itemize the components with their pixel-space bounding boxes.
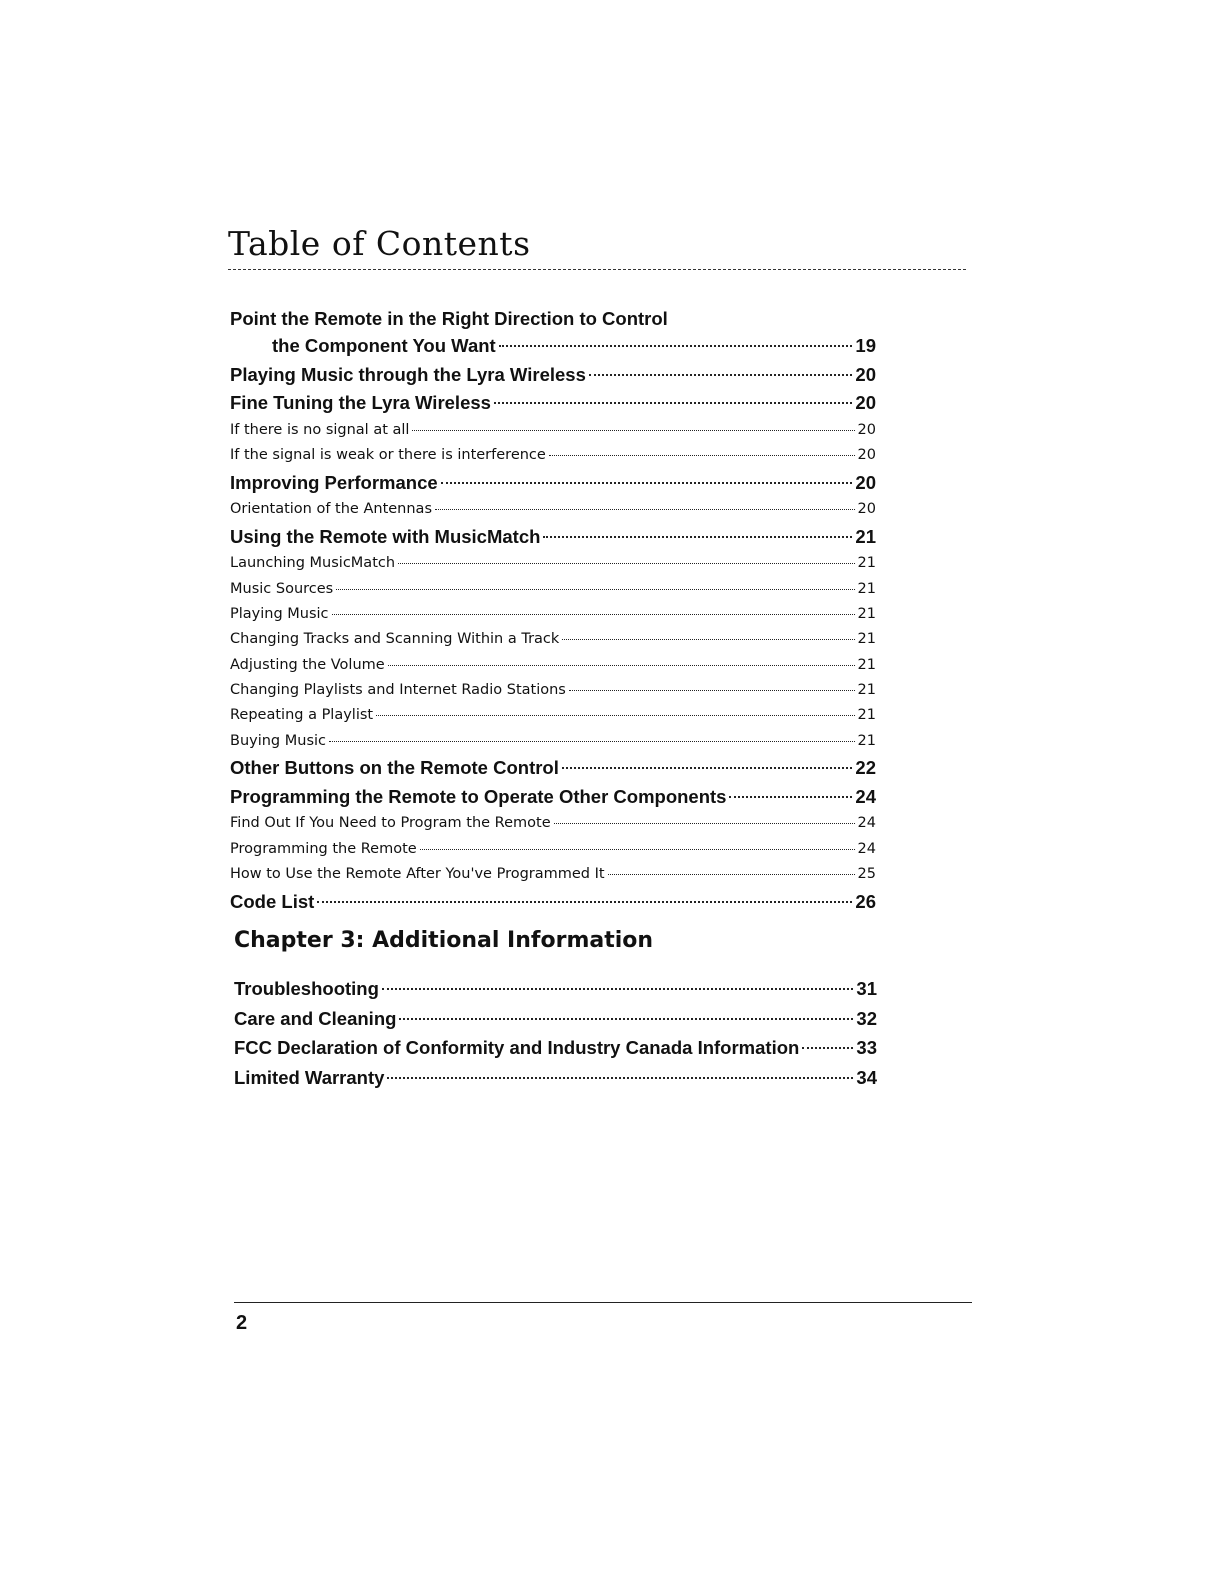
toc-entry: [234, 1033, 877, 1063]
toc-entry-label: FCC Declaration of Conformity and Industry Canada Information: [234, 1037, 800, 1058]
dot-leader: [441, 482, 853, 484]
toc-entry: [230, 332, 876, 361]
chapter-heading: Chapter 3: Additional Information: [234, 928, 654, 953]
dot-leader: [329, 741, 855, 742]
toc-entry-label: If there is no signal at all: [230, 421, 410, 438]
toc-subentry: [230, 703, 876, 728]
toc-entry-page: 26: [855, 890, 876, 912]
toc-entry-label: Troubleshooting: [234, 978, 379, 999]
dot-leader: [376, 715, 854, 716]
toc-entry-label: Launching MusicMatch: [230, 555, 396, 572]
toc-entry-label: Programming the Remote to Operate Other Components: [230, 785, 727, 807]
dot-leader: [569, 690, 855, 691]
toc-entry-page: 20: [857, 501, 876, 518]
toc-entry-label: Improving Performance: [230, 471, 438, 493]
toc-entry: [230, 361, 876, 390]
toc-entry-page: 21: [857, 656, 876, 673]
toc-subentry: [230, 627, 876, 652]
dot-leader: [412, 430, 854, 431]
toc-entry-label: Playing Music: [230, 605, 329, 622]
toc-entry-label: Programming the Remote: [230, 840, 417, 857]
toc-entry-page: 21: [857, 605, 876, 622]
dot-leader: [562, 639, 854, 640]
toc-entry-label: Buying Music: [230, 732, 327, 749]
toc-subentry: [230, 443, 876, 468]
dot-leader: [336, 589, 854, 590]
dot-leader: [435, 509, 855, 510]
dot-leader: [499, 345, 853, 347]
toc-entry-label: Changing Playlists and Internet Radio Stations: [230, 682, 566, 699]
dot-leader: [562, 767, 853, 769]
toc-entry: [234, 1063, 877, 1093]
toc-entry: [230, 469, 876, 498]
toc-entry-page: 24: [857, 815, 876, 832]
toc-entry-page: 21: [855, 525, 876, 547]
title-divider: [228, 269, 966, 270]
dot-leader: [332, 614, 855, 615]
dot-leader: [388, 665, 855, 666]
toc-entry-line: Point the Remote in the Right Direction to Control: [230, 308, 668, 329]
toc-entry: [230, 389, 876, 418]
dot-leader: [554, 823, 855, 824]
toc-entry-label: Music Sources: [230, 580, 334, 597]
toc-entry-page: 24: [857, 840, 876, 857]
toc-subentry: [230, 678, 876, 703]
toc-subentry: [230, 418, 876, 443]
toc-entry-page: 21: [857, 555, 876, 572]
toc-entry-label: Fine Tuning the Lyra Wireless: [230, 392, 491, 414]
toc-entry-label: If the signal is weak or there is interference: [230, 447, 546, 464]
toc-subentry: [230, 862, 876, 887]
toc-entry: [230, 888, 876, 917]
toc-entry-page: 20: [857, 447, 876, 464]
toc-entry: [230, 523, 876, 552]
dot-leader: [543, 536, 852, 538]
toc-entry-page: 25: [857, 866, 876, 883]
toc-entry-label: Limited Warranty: [234, 1066, 385, 1088]
dot-leader: [802, 1047, 853, 1049]
toc-entry-page: 22: [855, 757, 876, 779]
toc-entry-label: Orientation of the Antennas: [230, 501, 432, 518]
toc-subentry: [230, 729, 876, 754]
toc-entry: [230, 754, 876, 783]
dot-leader: [549, 455, 855, 456]
toc-entry-page: 34: [856, 1066, 877, 1088]
toc-entry-label: Using the Remote with MusicMatch: [230, 525, 541, 547]
toc-subentry: [230, 653, 876, 678]
toc-entry-page: 24: [855, 785, 876, 807]
toc-entry-page: 32: [856, 1007, 877, 1029]
toc-subentry: [230, 577, 876, 602]
dot-leader: [317, 901, 852, 903]
toc-entry-page: 20: [855, 363, 876, 385]
toc-entry-label: How to Use the Remote After You've Programmed It: [230, 866, 605, 883]
dot-leader: [494, 402, 852, 404]
toc-entry-page: 20: [855, 471, 876, 493]
toc-entry-page: 21: [857, 707, 876, 724]
toc-entry-label: Other Buttons on the Remote Control: [230, 757, 559, 779]
dot-leader: [589, 374, 853, 376]
toc-entry-page: 21: [857, 682, 876, 699]
dot-leader: [399, 1018, 853, 1020]
toc-entry-label: Changing Tracks and Scanning Within a Track: [230, 631, 560, 648]
toc-entry: [230, 783, 876, 812]
toc-entry-page: 20: [857, 421, 876, 438]
toc-entry-page: 21: [857, 580, 876, 597]
toc-subentry: [230, 811, 876, 836]
toc-entry-label: Adjusting the Volume: [230, 656, 385, 673]
toc-entry-label: Find Out If You Need to Program the Remote: [230, 815, 551, 832]
toc-list: [230, 306, 876, 916]
toc-entry: [234, 1004, 877, 1034]
toc-entry-page: 20: [855, 392, 876, 414]
toc-entry-page: 21: [857, 631, 876, 648]
toc-entry-label: Care and Cleaning: [234, 1007, 397, 1029]
toc-entry-page: 33: [856, 1037, 877, 1058]
toc-entry-page: 31: [856, 978, 877, 999]
page-number: 2: [236, 1312, 248, 1334]
dot-leader: [608, 874, 855, 875]
dot-leader: [387, 1077, 853, 1079]
toc-entry-label: Repeating a Playlist: [230, 707, 374, 724]
toc-subentry: [230, 837, 876, 862]
toc-entry-page: 19: [855, 335, 876, 356]
toc-entry-label: the Component You Want: [272, 335, 496, 356]
toc-subentry: [230, 551, 876, 576]
toc-entry-label: Playing Music through the Lyra Wireless: [230, 363, 586, 385]
toc-subentry: [230, 497, 876, 522]
toc-entry-page: 21: [857, 732, 876, 749]
dot-leader: [420, 849, 855, 850]
toc-entry: [234, 974, 877, 1004]
page-title: Table of Contents: [228, 224, 531, 263]
dot-leader: [382, 988, 854, 990]
toc-subentry: [230, 602, 876, 627]
chapter-toc-list: [234, 974, 877, 1092]
footer-divider: [234, 1302, 972, 1303]
dot-leader: [729, 796, 852, 798]
dot-leader: [398, 563, 855, 564]
toc-entry-label: Code List: [230, 890, 315, 912]
